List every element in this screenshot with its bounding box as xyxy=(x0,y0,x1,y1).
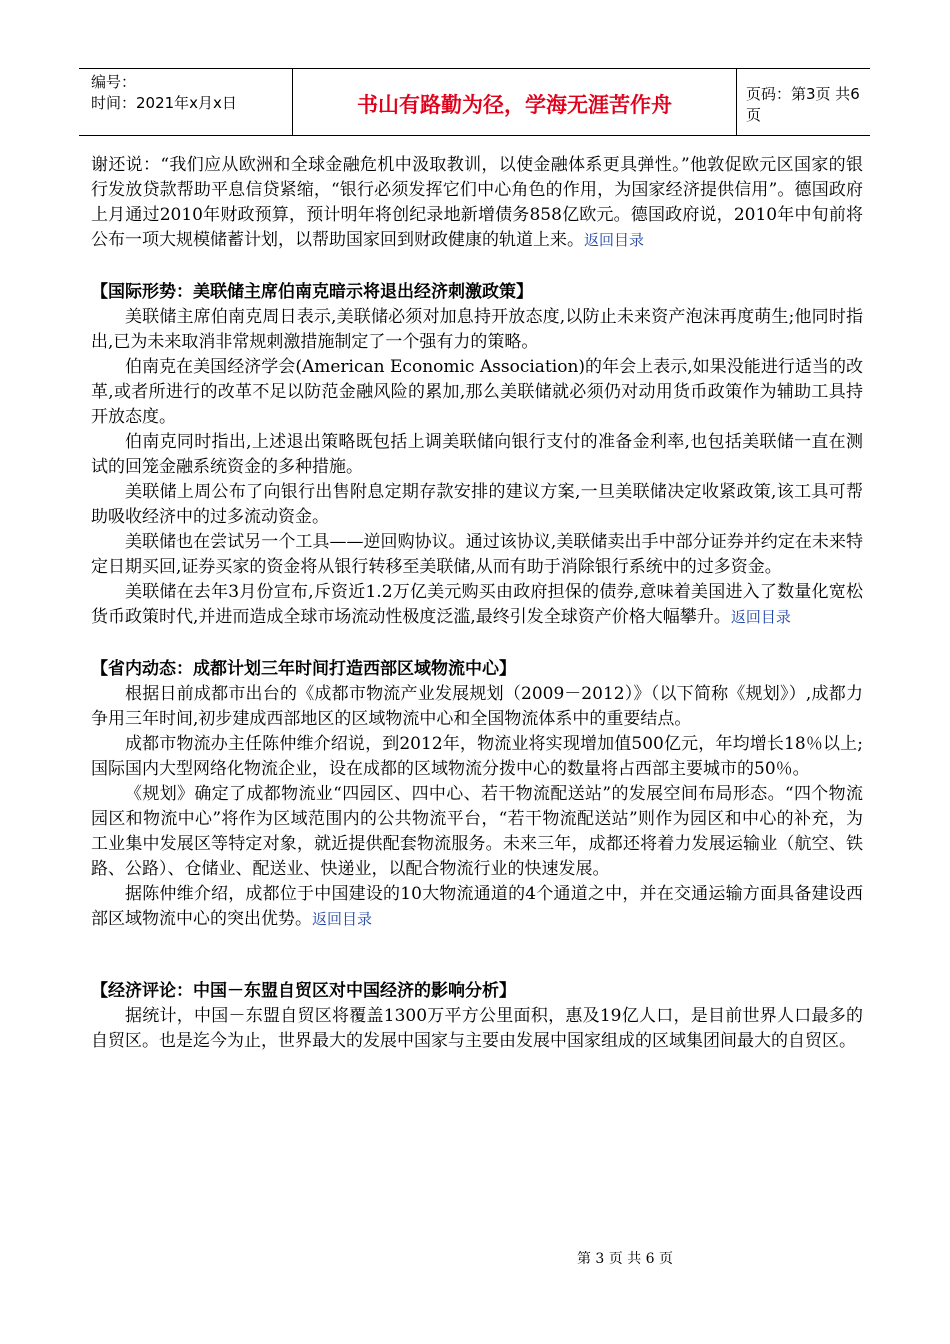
section-heading-provincial: 【省内动态：成都计划三年时间打造西部区域物流中心】 xyxy=(91,659,516,679)
section-heading-economic-review: 【经济评论：中国－东盟自贸区对中国经济的影响分析】 xyxy=(91,981,516,1001)
header-motto: 书山有路勤为径，学海无涯苦作舟 xyxy=(293,69,737,135)
section-heading-international: 【国际形势：美联储主席伯南克暗示将退出经济刺激政策】 xyxy=(91,282,533,302)
paragraph: 《规划》确定了成都物流业“四园区、四中心、若干物流配送站”的发展空间布局形态。“四个物流园区和物流中心”将作为区域范围内的公共物流平台，“若干物流配送站”则作为园区和中心的补充，为工业集中发展区等特定对象，就近提供配套物流服务。未来三年，成都还将着力发展运输业（航空、铁路、公路）、仓储业、配送业、快递业，以配合物流行业的快速发展。 xyxy=(91,784,863,879)
paragraph: 美联储主席伯南克周日表示,美联储必须对加息持开放态度,以防止未来资产泡沫再度萌生;他同时指出,已为未来取消非常规刺激措施制定了一个强有力的策略。 xyxy=(91,307,863,352)
header-number-label: 编号： xyxy=(91,73,137,91)
paragraph: 美联储上周公布了向银行出售附息定期存款安排的建议方案,一旦美联储决定收紧政策,该工具可帮助吸收经济中的过多流动资金。 xyxy=(91,482,863,527)
document-body xyxy=(91,153,863,1054)
intro-paragraph: 谢还说：“我们应从欧洲和全球金融危机中汲取教训，以使金融体系更具弹性。”他敦促欧元区国家的银行发放贷款帮助平息信贷紧缩，“银行必须发挥它们中心角色的作用，为国家经济提供信用”。德国政府上月通过2010年财政预算，预计明年将创纪录地新增债务858亿欧元。德国政府说，2010年中旬前将公布一项大规模储蓄计划，以帮助国家回到财政健康的轨道上来。返回目录 xyxy=(91,155,863,250)
page-header xyxy=(79,68,870,136)
paragraph: 据统计，中国－东盟自贸区将覆盖1300万平方公里面积，惠及19亿人口，是目前世界人口最多的自贸区。也是迄今为止，世界最大的发展中国家与主要由发展中国家组成的区域集团间最大的自贸区。 xyxy=(91,1006,863,1051)
header-date-label: 时间：2021年x月x日 xyxy=(91,94,237,112)
page-footer: 第 3 页 共 6 页 xyxy=(576,1251,674,1267)
paragraph: 伯南克同时指出,上述退出策略既包括上调美联储向银行支付的准备金利率,也包括美联储一直在测试的回笼金融系统资金的多种措施。 xyxy=(91,432,863,477)
header-page-label: 页码：第3页 共6页 xyxy=(746,85,860,124)
paragraph: 成都市物流办主任陈仲维介绍说，到2012年，物流业将实现增加值500亿元，年均增长18％以上;国际国内大型网络化物流企业，设在成都的区域物流分拨中心的数量将占西部主要城市的50％。 xyxy=(91,734,863,779)
paragraph: 伯南克在美国经济学会(American Economic Association)的年会上表示,如果没能进行适当的改革,或者所进行的改革不足以防范金融风险的累加,那么美联储就必须仍对动用货币政策作为辅助工具持开放态度。 xyxy=(91,357,863,427)
back-to-toc-link[interactable]: 返回目录 xyxy=(730,608,791,626)
header-meta xyxy=(79,69,293,135)
paragraph: 美联储也在尝试另一个工具——逆回购协议。通过该协议,美联储卖出手中部分证券并约定在未来特定日期买回,证券买家的资金将从银行转移至美联储,从而有助于消除银行系统中的过多资金。 xyxy=(91,532,863,577)
back-to-toc-link[interactable]: 返回目录 xyxy=(584,231,645,249)
paragraph: 根据日前成都市出台的《成都市物流产业发展规划（2009－2012）》（以下简称《规划》）,成都力争用三年时间,初步建成西部地区的区域物流中心和全国物流体系中的重要结点。 xyxy=(91,684,863,729)
back-to-toc-link[interactable]: 返回目录 xyxy=(312,910,373,928)
paragraph: 美联储在去年3月份宣布,斥资近1.2万亿美元购买由政府担保的债券,意味着美国进入了数量化宽松货币政策时代,并进而造成全球市场流动性极度泛滥,最终引发全球资产价格大幅攀升。返回目录 xyxy=(91,582,863,627)
paragraph: 据陈仲维介绍，成都位于中国建设的10大物流通道的4个通道之中，并在交通运输方面具备建设西部区域物流中心的突出优势。返回目录 xyxy=(91,884,863,929)
